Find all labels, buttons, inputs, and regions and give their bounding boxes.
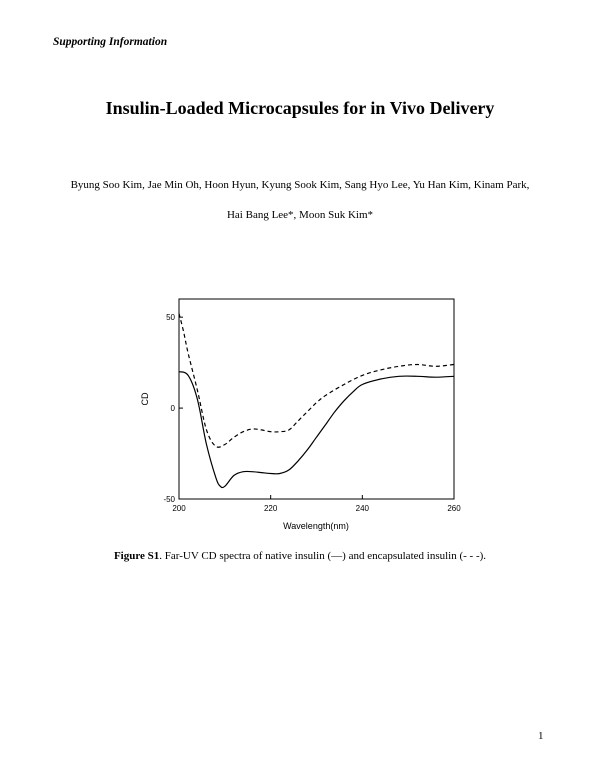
y-tick-label: -50 xyxy=(163,495,175,504)
paper-title: Insulin-Loaded Microcapsules for in Vivo Delivery xyxy=(105,98,495,118)
x-tick-label: 260 xyxy=(447,504,461,513)
x-tick-label: 200 xyxy=(172,504,186,513)
y-tick-label: 0 xyxy=(170,404,175,414)
x-axis-label: Wavelength(nm) xyxy=(283,521,349,531)
figure-caption xyxy=(0,550,600,562)
page-number: 1 xyxy=(538,730,544,742)
y-tick-label: 50 xyxy=(166,313,175,323)
encapsulated-insulin-curve xyxy=(179,314,454,448)
native-insulin-curve xyxy=(179,372,454,488)
y-axis-label: CD xyxy=(140,392,150,406)
x-tick-label: 240 xyxy=(355,504,370,513)
author-list-line-2: Hai Bang Lee*, Moon Suk Kim* xyxy=(226,209,374,221)
author-list-line-1: Byung Soo Kim, Jae Min Oh, Hoon Hyun, Kyung Sook Kim, Sang Hyo Lee, Yu Han Kim, Kinam Park, xyxy=(70,179,530,191)
x-tick-label: 220 xyxy=(263,504,278,513)
plot-frame xyxy=(179,299,454,499)
figure-caption-text: . Far-UV CD spectra of native insulin (—) and encapsulated insulin (- - -). xyxy=(159,550,487,562)
supporting-information-label: Supporting Information xyxy=(53,36,168,48)
figure-caption-label: Figure S1 xyxy=(113,550,160,562)
